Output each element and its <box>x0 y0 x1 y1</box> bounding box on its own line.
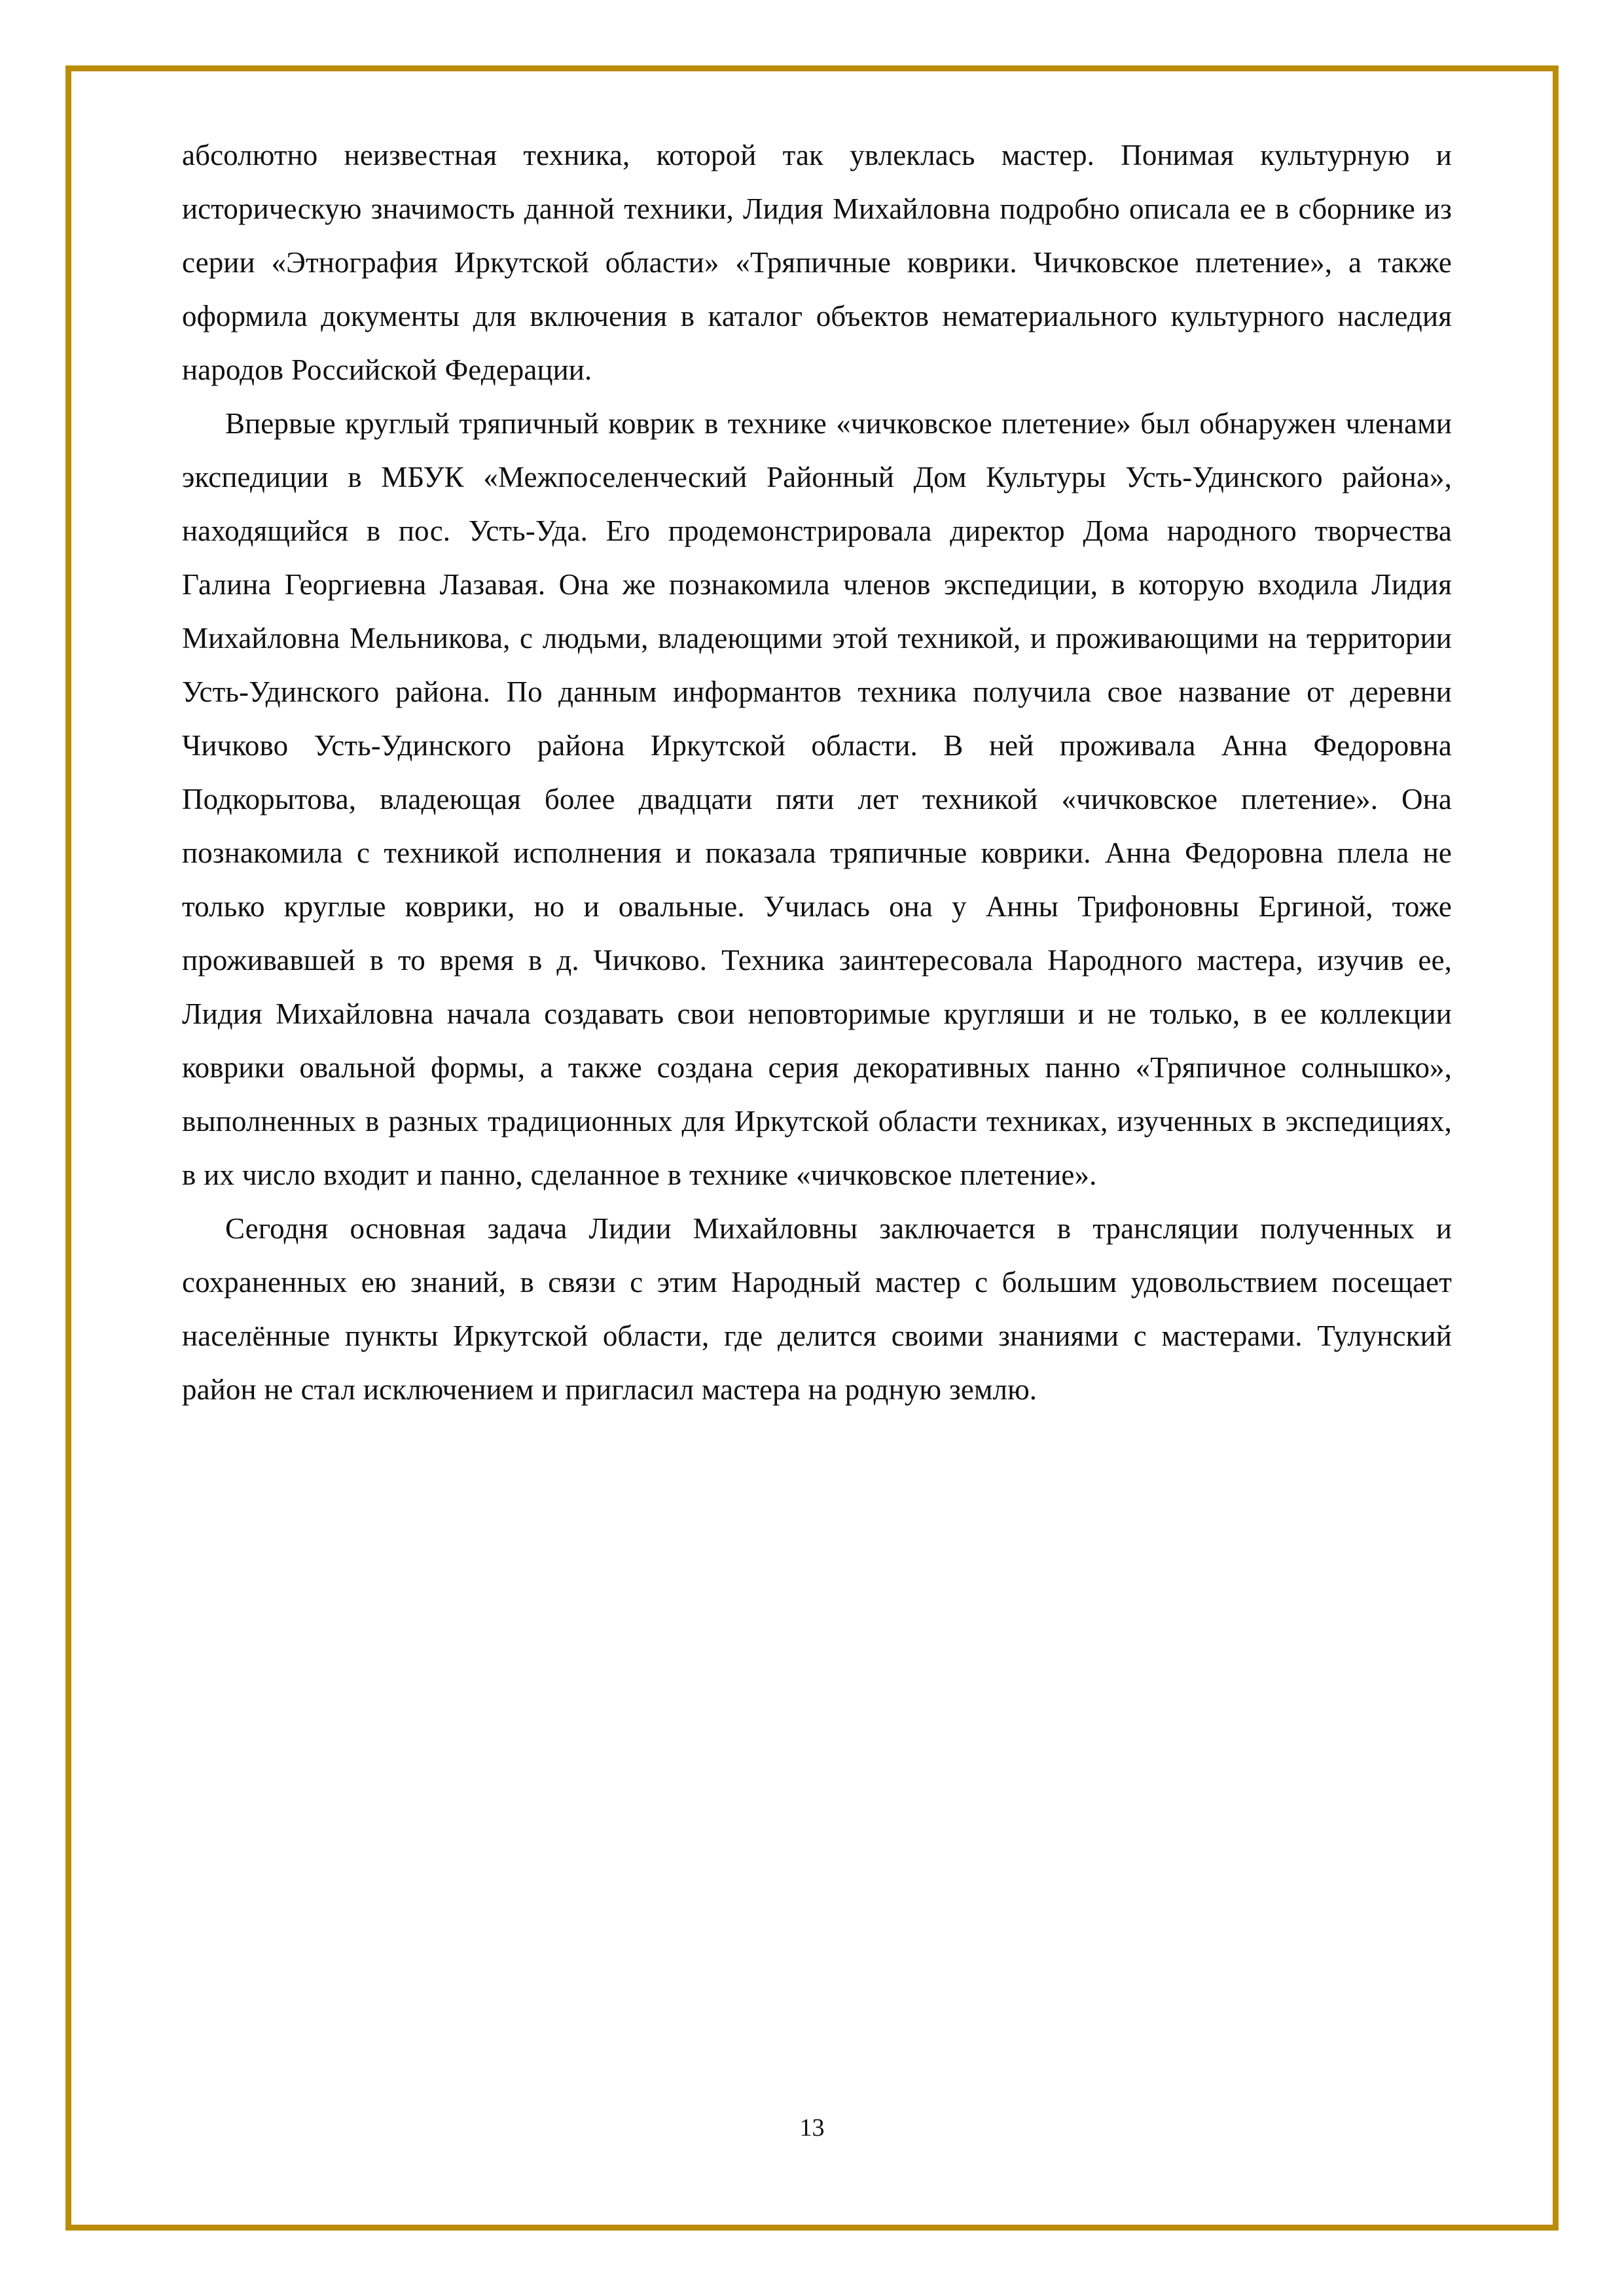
document-text-column <box>182 128 1452 1416</box>
paragraph-today-task: Сегодня основная задача Лидии Михайловны заключается в трансляции полученных и сохраненных ею знаний, в связи с этим Народный мастер с большим удовольствием посещает населённые пункты Иркутской области, где делится своими знаниями с мастерами. Тулунский район не стал исключением и пригласил мастера на родную землю. <box>182 1212 1452 1406</box>
paragraph-first-discovery: Впервые круглый тряпичный коврик в технике «чичковское плетение» был обнаружен членами экспедиции в МБУК «Межпоселенческий Районный Дом Культуры Усть-Удинского района», находящийся в пос. Усть-Уда. Его продемонстрировала директор Дома народного творчества Галина Георгиевна Лазавая. Она же познакомила членов экспедиции, в которую входила Лидия Михайловна Мельникова, с людьми, владеющими этой техникой, и проживающими на территории Усть-Удинского района. По данным информантов техника получила свое название от деревни Чичково Усть-Удинского района Иркутской области. В ней проживала Анна Федоровна Подкорытова, владеющая более двадцати пяти лет техникой «чичковское плетение». Она познакомила с техникой исполнения и показала тряпичные коврики. Анна Федоровна плела не только круглые коврики, но и овальные. Училась она у Анны Трифоновны Ергиной, тоже проживавшей в то время в д. Чичково. Техника заинтересовала Народного мастера, изучив ее, Лидия Михайловна начала создавать свои неповторимые кругляши и не только, в ее коллекции коврики овальной формы, а также создана серия декоративных панно «Тряпичное солнышко», выполненных в разных традиционных для Иркутской области техниках, изученных в экспедициях, в их число входит и панно, сделанное в технике «чичковское плетение». <box>182 407 1452 1191</box>
paragraph-continued: абсолютно неизвестная техника, которой так увлеклась мастер. Понимая культурную и историческую значимость данной техники, Лидия Михайловна подробно описала ее в сборнике из серии «Этнография Иркутской области» «Тряпичные коврики. Чичковское плетение», а также оформила документы для включения в каталог объектов нематериального культурного наследия народов Российской Федерации. <box>182 139 1452 386</box>
page-number: 13 <box>799 2114 825 2142</box>
